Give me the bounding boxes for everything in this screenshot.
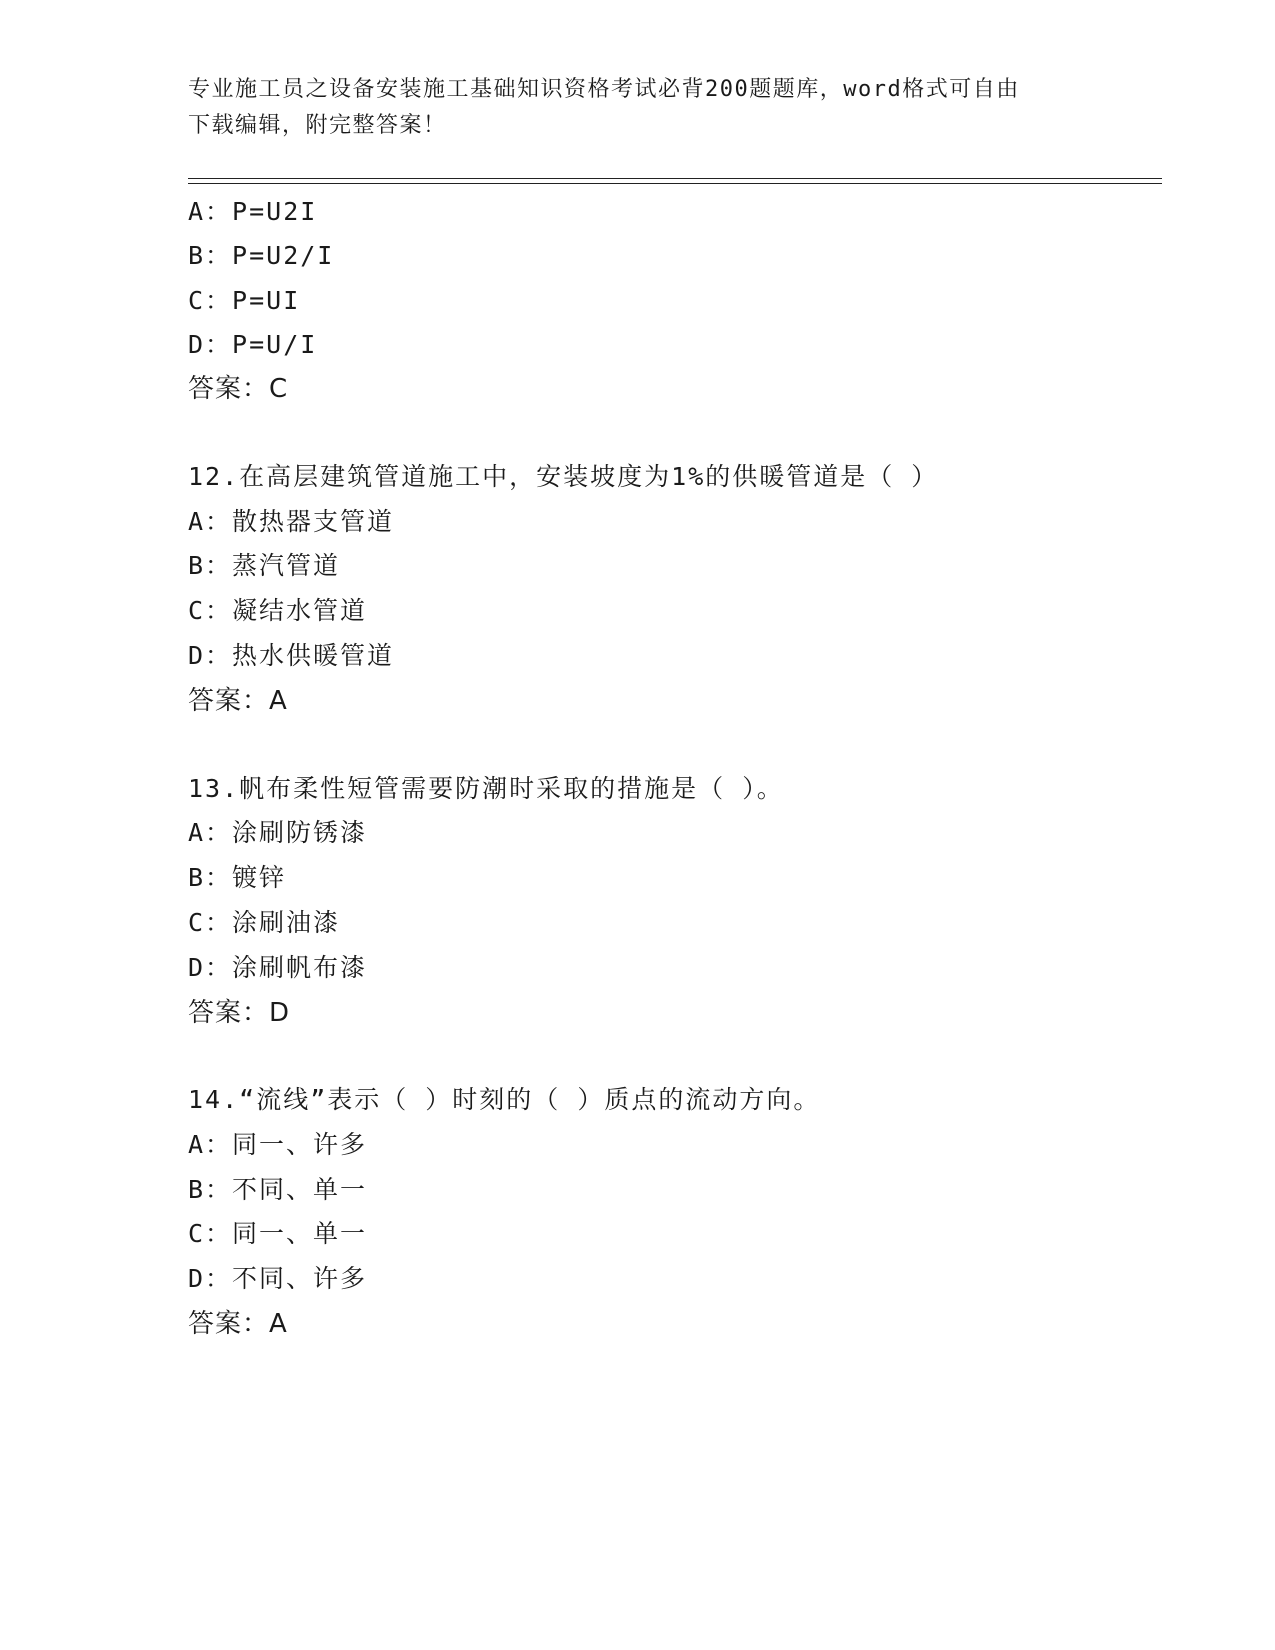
q14-option-b: B：不同、单一 [188, 1175, 368, 1204]
q11-option-c: C：P=UI [188, 286, 301, 315]
q13-answer: 答案：D [188, 998, 291, 1028]
header-title-line-2: 下载编辑，附完整答案！ [188, 113, 447, 138]
header-divider-top [188, 178, 1162, 179]
q14-question: 14.“流线”表示（ ）时刻的（ ）质点的流动方向。 [188, 1085, 821, 1114]
q12-option-d: D：热水供暖管道 [188, 641, 395, 670]
q11-option-a: A：P=U2I [188, 197, 318, 226]
q14-option-d: D：不同、许多 [188, 1264, 368, 1293]
q13-option-c: C：涂刷油漆 [188, 908, 341, 937]
q13-option-b: B：镀锌 [188, 863, 287, 892]
q12-option-a: A：散热器支管道 [188, 507, 395, 536]
header-divider-bottom [188, 183, 1162, 184]
q12-question: 12.在高层建筑管道施工中，安装坡度为1%的供暖管道是（ ） [188, 462, 939, 491]
q11-answer: 答案：C [188, 374, 289, 404]
header-title-line-1: 专业施工员之设备安装施工基础知识资格考试必背200题题库，word格式可自由 [188, 77, 1020, 102]
q13-question: 13.帆布柔性短管需要防潮时采取的措施是（ ）。 [188, 774, 784, 803]
q14-answer: 答案：A [188, 1309, 288, 1339]
q11-option-d: D：P=U/I [188, 330, 318, 359]
q13-option-a: A：涂刷防锈漆 [188, 818, 368, 847]
q12-answer: 答案：A [188, 686, 288, 716]
document-header [188, 72, 1088, 144]
q14-option-a: A：同一、许多 [188, 1130, 368, 1159]
q14-option-c: C：同一、单一 [188, 1219, 368, 1248]
q11-option-b: B：P=U2/I [188, 241, 335, 270]
q13-option-d: D：涂刷帆布漆 [188, 953, 368, 982]
q12-option-b: B：蒸汽管道 [188, 551, 341, 580]
q12-option-c: C：凝结水管道 [188, 596, 368, 625]
